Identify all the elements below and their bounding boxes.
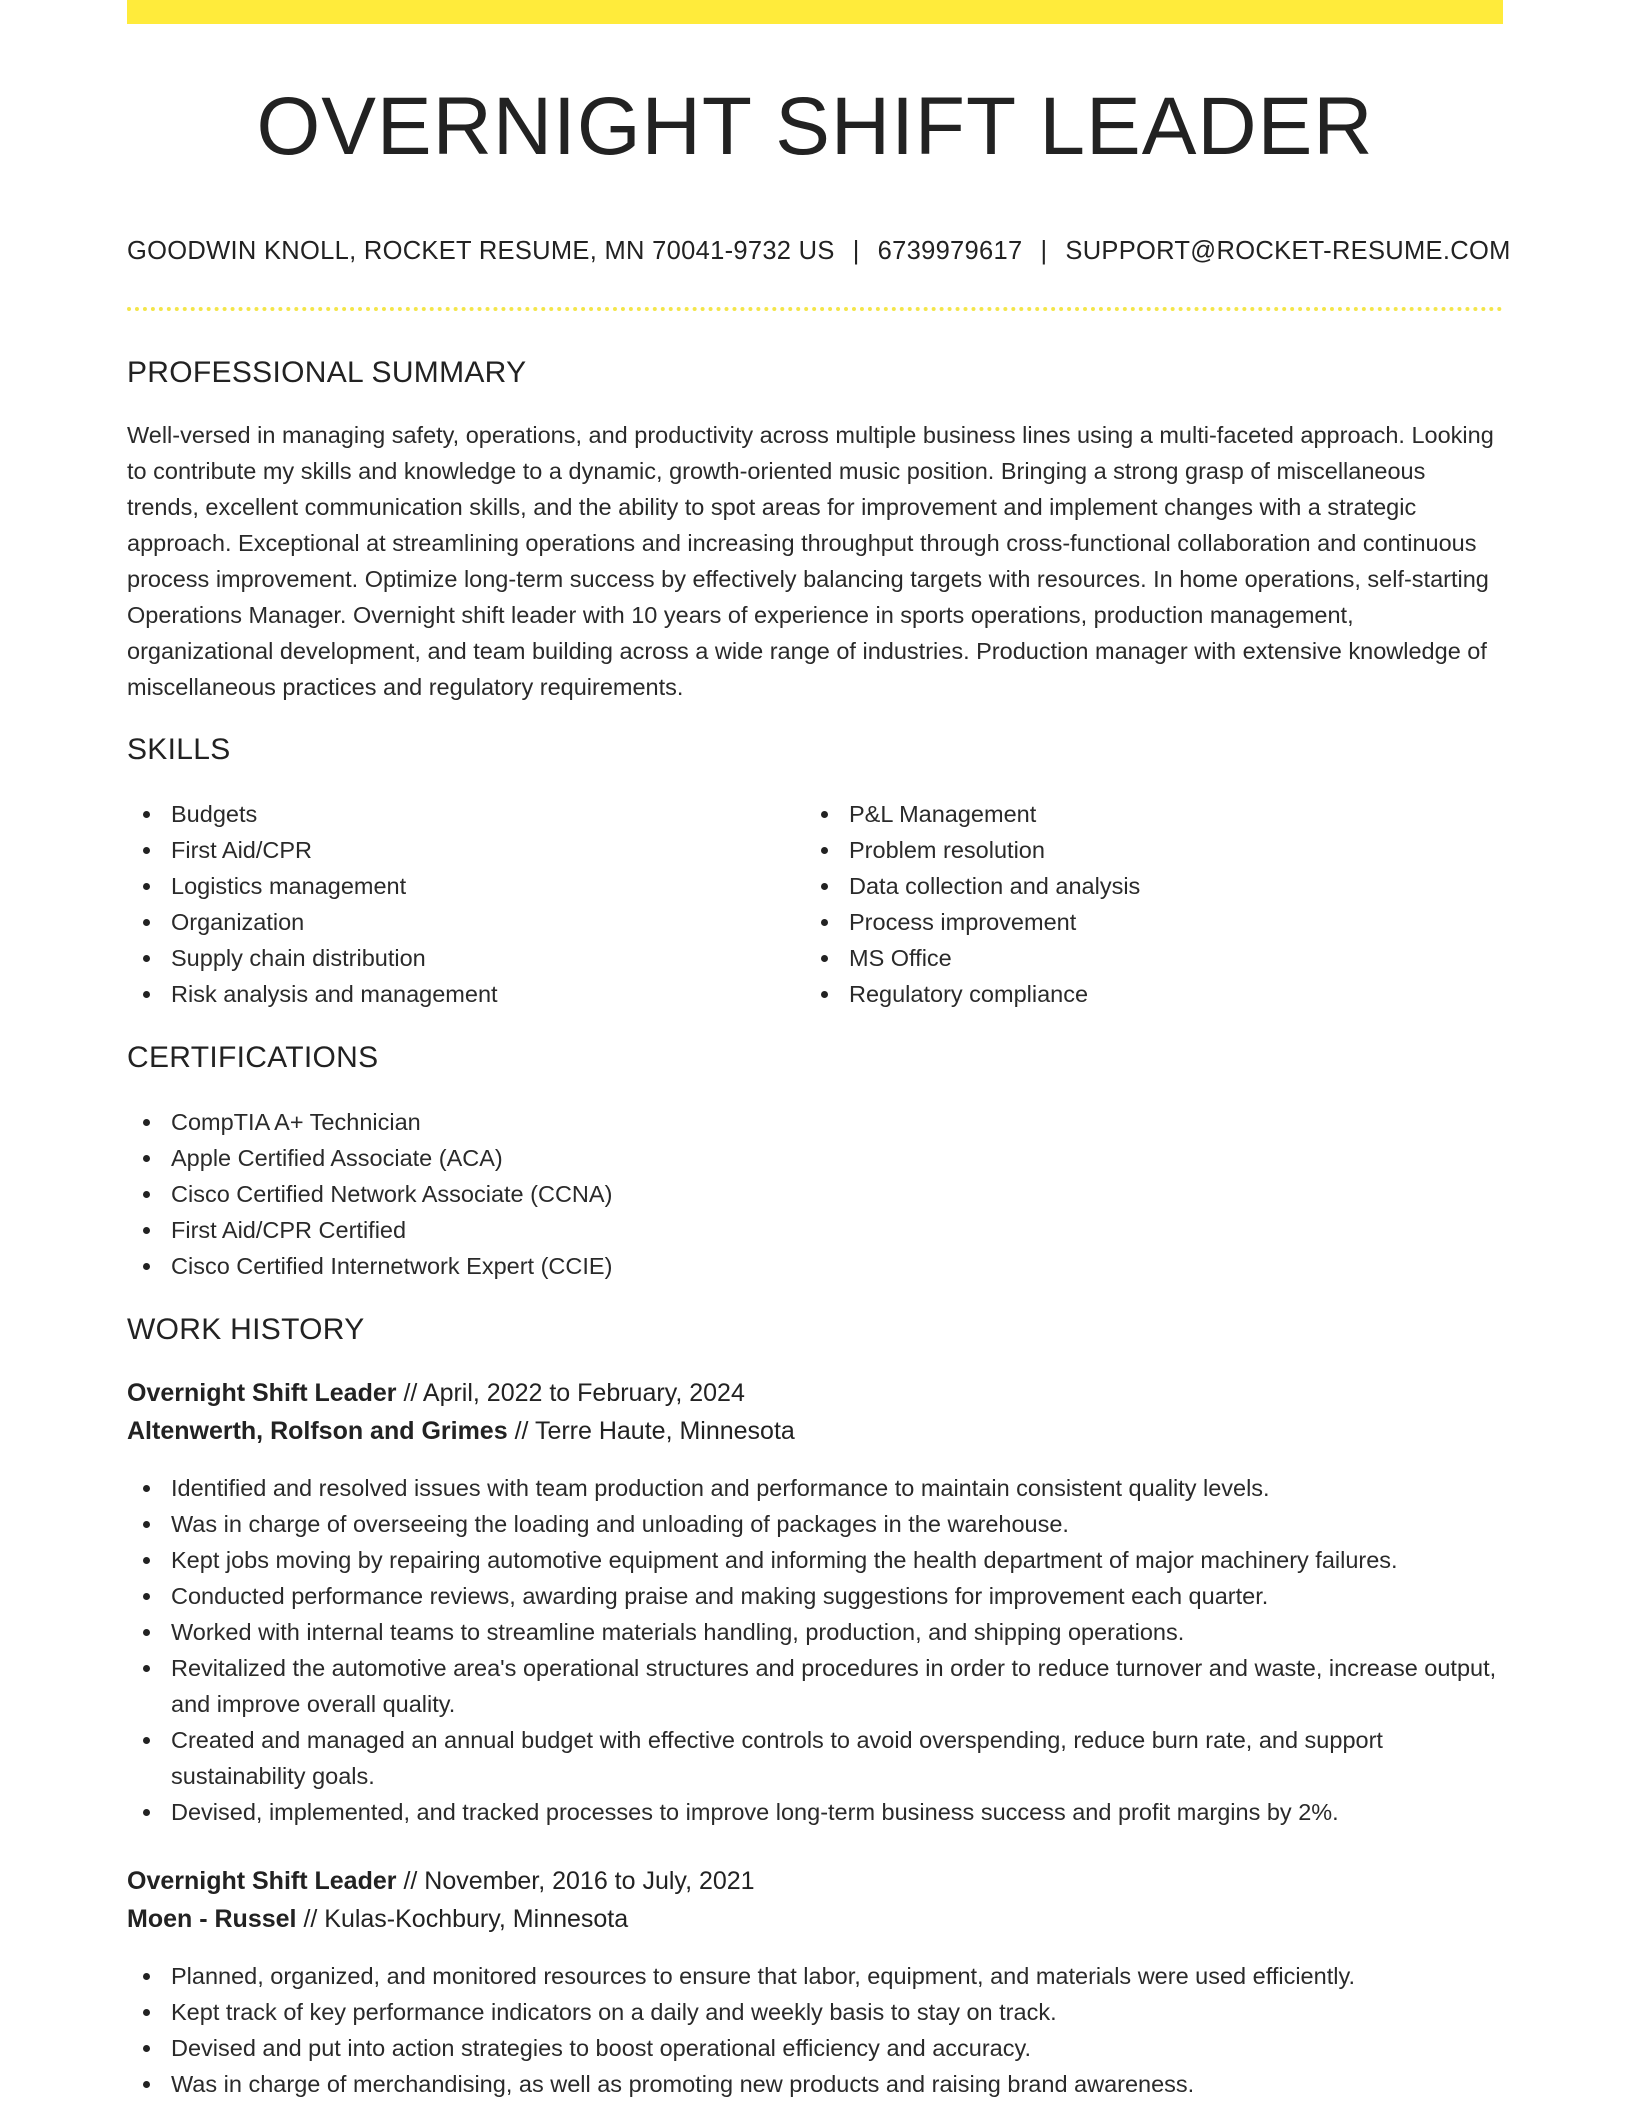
list-item: First Aid/CPR Certified: [127, 1212, 1503, 1248]
skills-list-right: [805, 796, 1465, 1012]
job-company: Moen - Russel: [127, 1905, 297, 1933]
contact-line: [127, 237, 1511, 266]
work-history-heading: WORK HISTORY: [127, 1313, 365, 1346]
list-item: Supply chain distribution: [127, 940, 787, 976]
list-item: Planned, organized, and monitored resources to ensure that labor, equipment, and materials were used efficiently.: [127, 1958, 1503, 1994]
list-item: Risk analysis and management: [127, 976, 787, 1012]
list-item: Cisco Certified Internetwork Expert (CCIE): [127, 1248, 1503, 1284]
list-item: Devised and put into action strategies to boost operational efficiency and accuracy.: [127, 2030, 1503, 2066]
list-item: Budgets: [127, 796, 787, 832]
list-item: Regulatory compliance: [805, 976, 1465, 1012]
list-item: Kept track of key performance indicators on a daily and weekly basis to stay on track.: [127, 1994, 1503, 2030]
skills-list-left: [127, 796, 787, 1012]
list-item: Was in charge of merchandising, as well as promoting new products and raising brand awareness.: [127, 2066, 1503, 2102]
list-item: Process improvement: [805, 904, 1465, 940]
list-item: Devised, implemented, and tracked processes to improve long-term business success and profit margins by 2%.: [127, 1794, 1503, 1830]
list-item: Conducted performance reviews, awarding praise and making suggestions for improvement each quarter.: [127, 1578, 1503, 1614]
job-bullets: [127, 1470, 1503, 1830]
job-title: Overnight Shift Leader: [127, 1867, 397, 1895]
list-item: Kept jobs moving by repairing automotive equipment and informing the health department of major machinery failures.: [127, 1542, 1503, 1578]
accent-top-bar: [127, 0, 1503, 24]
job-location: // Kulas-Kochbury, Minnesota: [303, 1905, 629, 1933]
list-item: Data collection and analysis: [805, 868, 1465, 904]
job-dates: // April, 2022 to February, 2024: [403, 1379, 745, 1407]
summary-heading: PROFESSIONAL SUMMARY: [127, 356, 527, 389]
job-company: Altenwerth, Rolfson and Grimes: [127, 1417, 508, 1445]
contact-email: SUPPORT@ROCKET-RESUME.COM: [1065, 237, 1511, 265]
list-item: Logistics management: [127, 868, 787, 904]
job-title-line: [127, 1867, 755, 1896]
list-item: Revitalized the automotive area's operational structures and procedures in order to reduce turnover and waste, increase output, and improve overall quality.: [127, 1650, 1503, 1722]
resume-title: OVERNIGHT SHIFT LEADER: [256, 81, 1374, 172]
skills-heading: SKILLS: [127, 733, 231, 766]
skills-left-column: [127, 796, 787, 1012]
skills-right-column: [805, 796, 1465, 1012]
job-title: Overnight Shift Leader: [127, 1379, 397, 1407]
certifications-list: [127, 1104, 1503, 1284]
contact-phone: 6739979617: [877, 237, 1023, 265]
list-item: First Aid/CPR: [127, 832, 787, 868]
job-location: // Terre Haute, Minnesota: [514, 1417, 795, 1445]
list-item: Cisco Certified Network Associate (CCNA): [127, 1176, 1503, 1212]
job-company-line: [127, 1417, 795, 1446]
list-item: Problem resolution: [805, 832, 1465, 868]
contact-separator: |: [1040, 237, 1048, 265]
list-item: Created and managed an annual budget with effective controls to avoid overspending, reduce burn rate, and support sustainability goals.: [127, 1722, 1503, 1794]
job-company-line: [127, 1905, 628, 1934]
list-item: Organization: [127, 904, 787, 940]
list-item: Worked with internal teams to streamline materials handling, production, and shipping operations.: [127, 1614, 1503, 1650]
list-item: Was in charge of overseeing the loading and unloading of packages in the warehouse.: [127, 1506, 1503, 1542]
list-item: Identified and resolved issues with team production and performance to maintain consistent quality levels.: [127, 1470, 1503, 1506]
list-item: CompTIA A+ Technician: [127, 1104, 1503, 1140]
contact-address: GOODWIN KNOLL, ROCKET RESUME, MN 70041-9732 US: [127, 237, 835, 265]
job-title-line: [127, 1379, 745, 1408]
list-item: MS Office: [805, 940, 1465, 976]
certifications-heading: CERTIFICATIONS: [127, 1041, 379, 1074]
contact-separator: |: [852, 237, 860, 265]
job-dates: // November, 2016 to July, 2021: [403, 1867, 755, 1895]
header-divider: [127, 307, 1503, 311]
list-item: P&L Management: [805, 796, 1465, 832]
job-bullets: [127, 1958, 1503, 2102]
list-item: Apple Certified Associate (ACA): [127, 1140, 1503, 1176]
summary-text: Well-versed in managing safety, operations, and productivity across multiple business lines using a multi-faceted approach. Looking to contribute my skills and knowledge to a dynamic, growth-oriented music position. Bringing a strong grasp of miscellaneous trends, excellent communication skills, and the ability to spot areas for improvement and implement changes with a strategic approach. Exceptional at streamlining operations and increasing throughput through cross-functional collaboration and continuous process improvement. Optimize long-term success by effectively balancing targets with resources. In home operations, self-starting Operations Manager. Overnight shift leader with 10 years of experience in sports operations, production management, organizational development, and team building across a wide range of industries. Production manager with extensive knowledge of miscellaneous practices and regulatory requirements.: [127, 422, 1494, 700]
